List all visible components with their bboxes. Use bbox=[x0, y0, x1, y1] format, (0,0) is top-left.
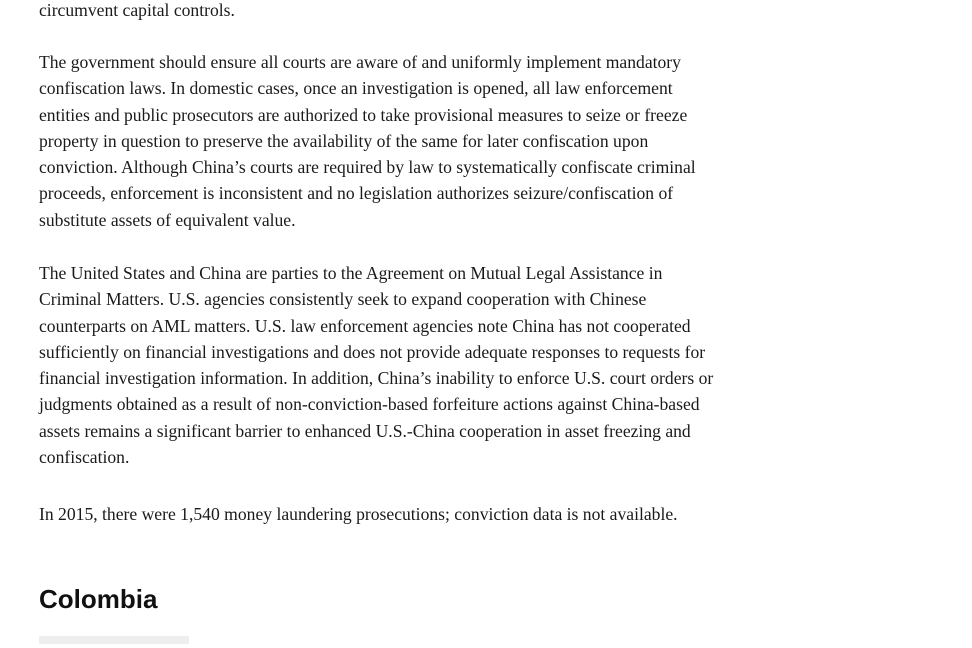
paragraph-line: assets remains a significant barrier to enhanced U.S.-China cooperation in asset freezing and bbox=[39, 420, 691, 441]
paragraph-line: circumvent capital controls. bbox=[39, 0, 235, 20]
paragraph-line: proceeds, enforcement is inconsistent and no legislation authorizes seizure/confiscation of bbox=[39, 183, 674, 204]
prosecutions-paragraph bbox=[39, 501, 944, 527]
paragraph-line: property in question to preserve the availability of the same for later confiscation upon bbox=[39, 130, 649, 151]
paragraph-line: sufficiently on financial investigations and does not provide adequate responses to requests for bbox=[39, 341, 706, 362]
paragraph-line: The United States and China are parties to the Agreement on Mutual Legal Assistance in bbox=[39, 263, 663, 283]
paragraph-line: The government should ensure all courts are aware of and uniformly implement mandatory bbox=[39, 52, 681, 72]
paragraph-line: financial investigation information. In addition, China’s inability to enforce U.S. court orders or bbox=[39, 368, 714, 389]
section-heading: Colombia bbox=[39, 584, 158, 614]
paragraph-line: In 2015, there were 1,540 money laundering prosecutions; conviction data is not available. bbox=[39, 504, 678, 524]
paragraph-line: confiscation laws. In domestic cases, once an investigation is opened, all law enforcement bbox=[39, 78, 673, 99]
cut-off-next-line bbox=[39, 636, 189, 644]
paragraph-line: conviction. Although China’s courts are required by law to systematically confiscate criminal bbox=[39, 157, 696, 178]
cooperation-paragraph bbox=[39, 260, 944, 470]
paragraph-line: entities and public prosecutors are authorized to take provisional measures to seize or freeze bbox=[39, 104, 688, 125]
paragraph-line: counterparts on AML matters. U.S. law enforcement agencies note China has not cooperated bbox=[39, 315, 691, 336]
confiscation-paragraph bbox=[39, 49, 944, 233]
paragraph-line: Criminal Matters. U.S. agencies consistently seek to expand cooperation with Chinese bbox=[39, 289, 647, 310]
paragraph-line: substitute assets of equivalent value. bbox=[39, 209, 296, 230]
paragraph-line: judgments obtained as a result of non-conviction-based forfeiture actions against China-based bbox=[39, 394, 700, 415]
paragraph-line: confiscation. bbox=[39, 447, 130, 468]
top-fragment-paragraph bbox=[39, 0, 944, 23]
